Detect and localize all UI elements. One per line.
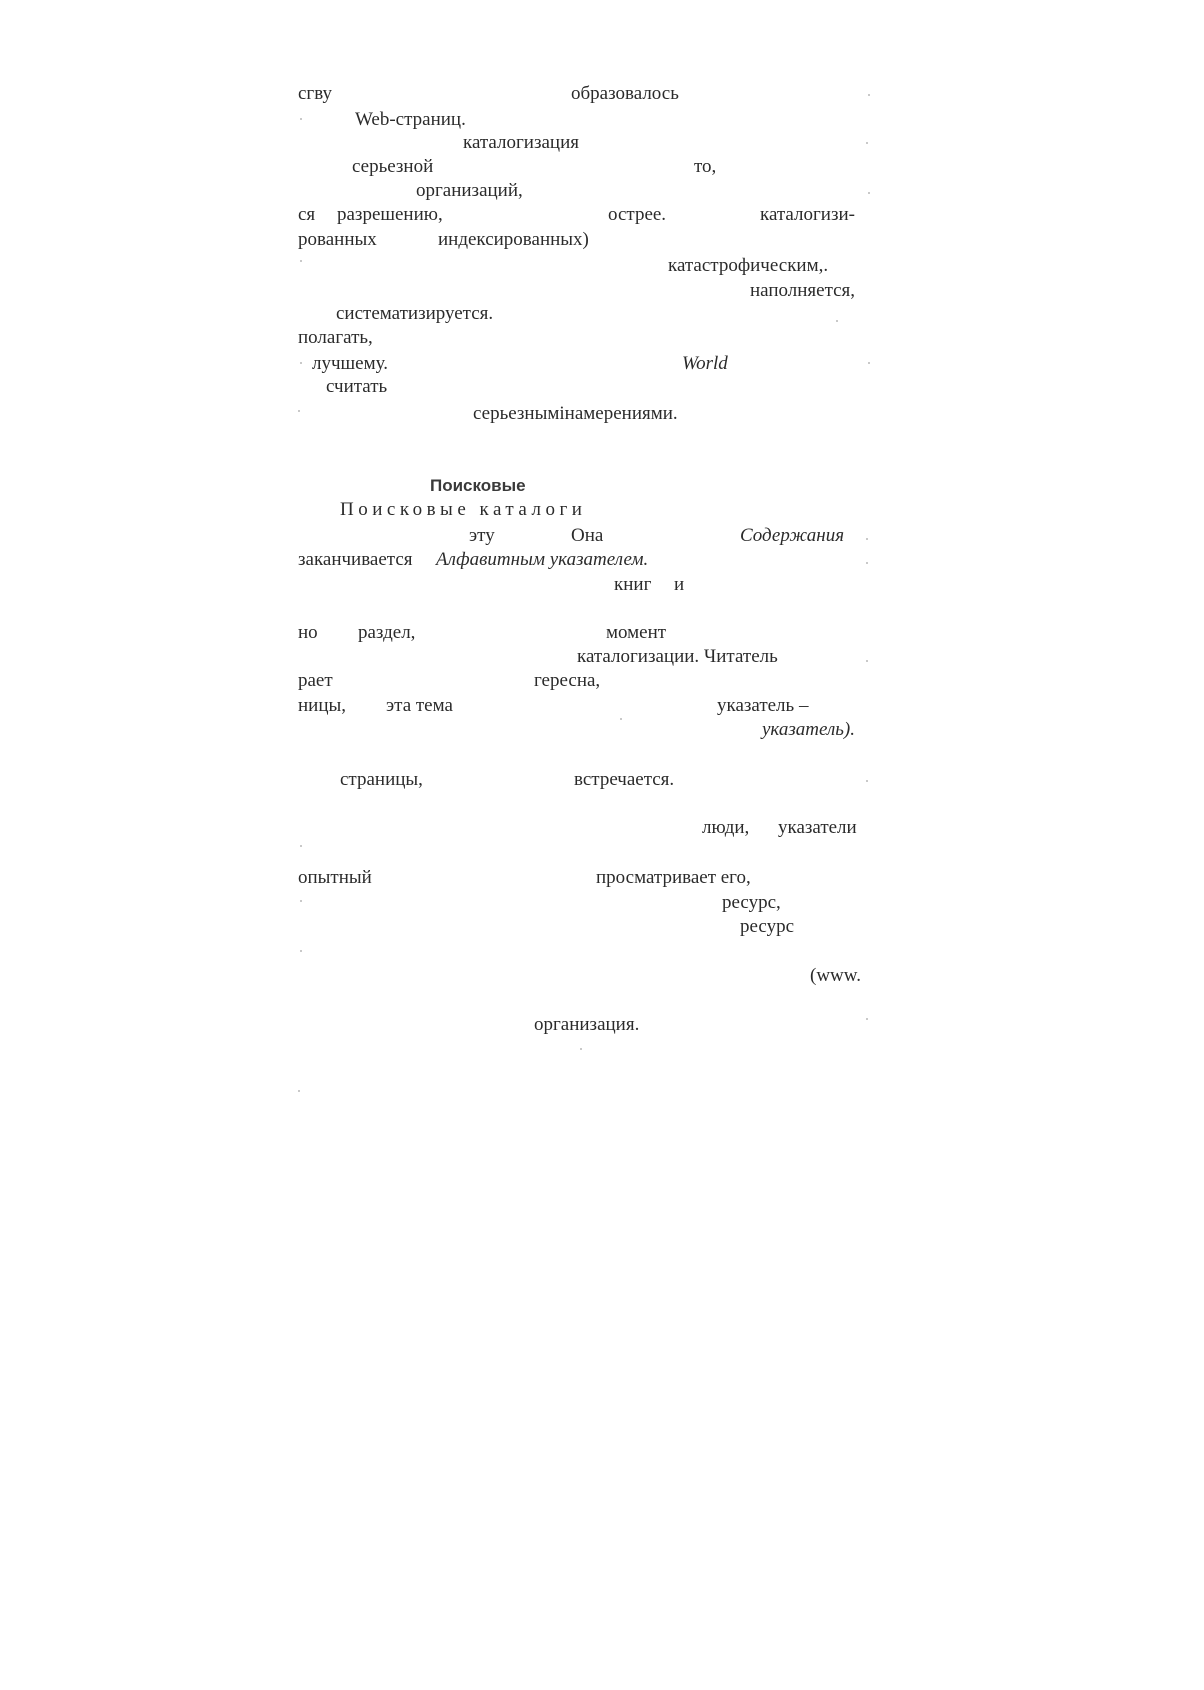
text-fragment: и <box>674 574 685 595</box>
section-heading: Поисковые <box>430 476 526 495</box>
text-fragment: серьезной <box>352 156 434 177</box>
scan-speck <box>300 260 302 262</box>
scan-speck <box>866 142 868 144</box>
scan-speck <box>300 845 302 847</box>
text-fragment: то, <box>694 156 717 177</box>
scan-speck <box>300 950 302 952</box>
text-fragment: указатели <box>778 817 857 838</box>
text-fragment: момент <box>606 622 667 643</box>
text-fragment: каталогизация <box>463 132 579 153</box>
text-fragment: эта тема <box>386 695 453 716</box>
text-fragment: Поисковые каталоги <box>340 499 587 520</box>
scan-speck <box>866 538 868 540</box>
text-fragment: каталогизации. Читатель <box>577 646 778 667</box>
scan-speck <box>866 562 868 564</box>
text-fragment: гересна, <box>534 670 601 691</box>
text-fragment: страницы, <box>340 769 423 790</box>
text-fragment: считать <box>326 376 388 397</box>
text-fragment: организаций, <box>416 180 523 201</box>
text-fragment: разрешению, <box>337 204 443 225</box>
text-fragment: но <box>298 622 318 643</box>
scan-speck <box>868 362 870 364</box>
scan-speck <box>298 410 300 412</box>
scan-speck <box>580 1048 582 1050</box>
scan-speck <box>300 900 302 902</box>
scan-speck <box>620 718 622 720</box>
text-fragment: сгву <box>298 83 333 104</box>
scan-speck <box>866 780 868 782</box>
text-fragment: указатель – <box>717 695 809 716</box>
text-fragment: ресурс <box>740 916 795 937</box>
text-fragment: книг <box>614 574 652 595</box>
scan-speck <box>866 660 868 662</box>
text-fragment: острее. <box>608 204 667 225</box>
text-fragment: ресурс, <box>722 892 781 913</box>
text-fragment: полагать, <box>298 327 373 348</box>
text-fragment: систематизируется. <box>336 303 494 324</box>
text-fragment: Содержания <box>740 525 845 546</box>
scan-speck <box>866 1018 868 1020</box>
text-fragment: указатель). <box>762 719 855 740</box>
text-fragment: просматривает его, <box>596 867 751 888</box>
text-fragment: ницы, <box>298 695 347 716</box>
text-fragment: Алфавитным указателем. <box>436 549 649 570</box>
text-fragment: эту <box>469 525 495 546</box>
text-fragment: заканчивается <box>298 549 413 570</box>
text-fragment: опытный <box>298 867 372 888</box>
text-fragment: индексированных) <box>438 229 589 250</box>
scan-speck <box>300 362 302 364</box>
text-fragment: раздел, <box>358 622 416 643</box>
text-fragment: образовалось <box>571 83 679 104</box>
text-fragment: Она <box>571 525 604 546</box>
text-fragment: рованных <box>298 229 377 250</box>
scan-speck <box>836 320 838 322</box>
text-fragment: Web-страниц. <box>355 109 466 130</box>
text-fragment: (www. <box>810 965 862 986</box>
scan-speck <box>868 192 870 194</box>
text-fragment: ся <box>298 204 316 225</box>
text-fragment: встречается. <box>574 769 675 790</box>
scan-speck <box>300 118 302 120</box>
scan-speck <box>868 94 870 96</box>
text-fragment: World <box>682 353 728 374</box>
text-fragment: организация. <box>534 1014 640 1035</box>
text-fragment: люди, <box>702 817 750 838</box>
text-fragment: катастрофическим,. <box>668 255 829 276</box>
text-fragment: наполняется, <box>750 280 856 301</box>
text-fragment: лучшему. <box>312 353 388 374</box>
scan-speck <box>298 1090 300 1092</box>
text-fragment: рает <box>298 670 333 691</box>
text-fragment: серьезнымінамерениями. <box>473 403 678 424</box>
text-fragment: каталогизи- <box>760 204 855 225</box>
